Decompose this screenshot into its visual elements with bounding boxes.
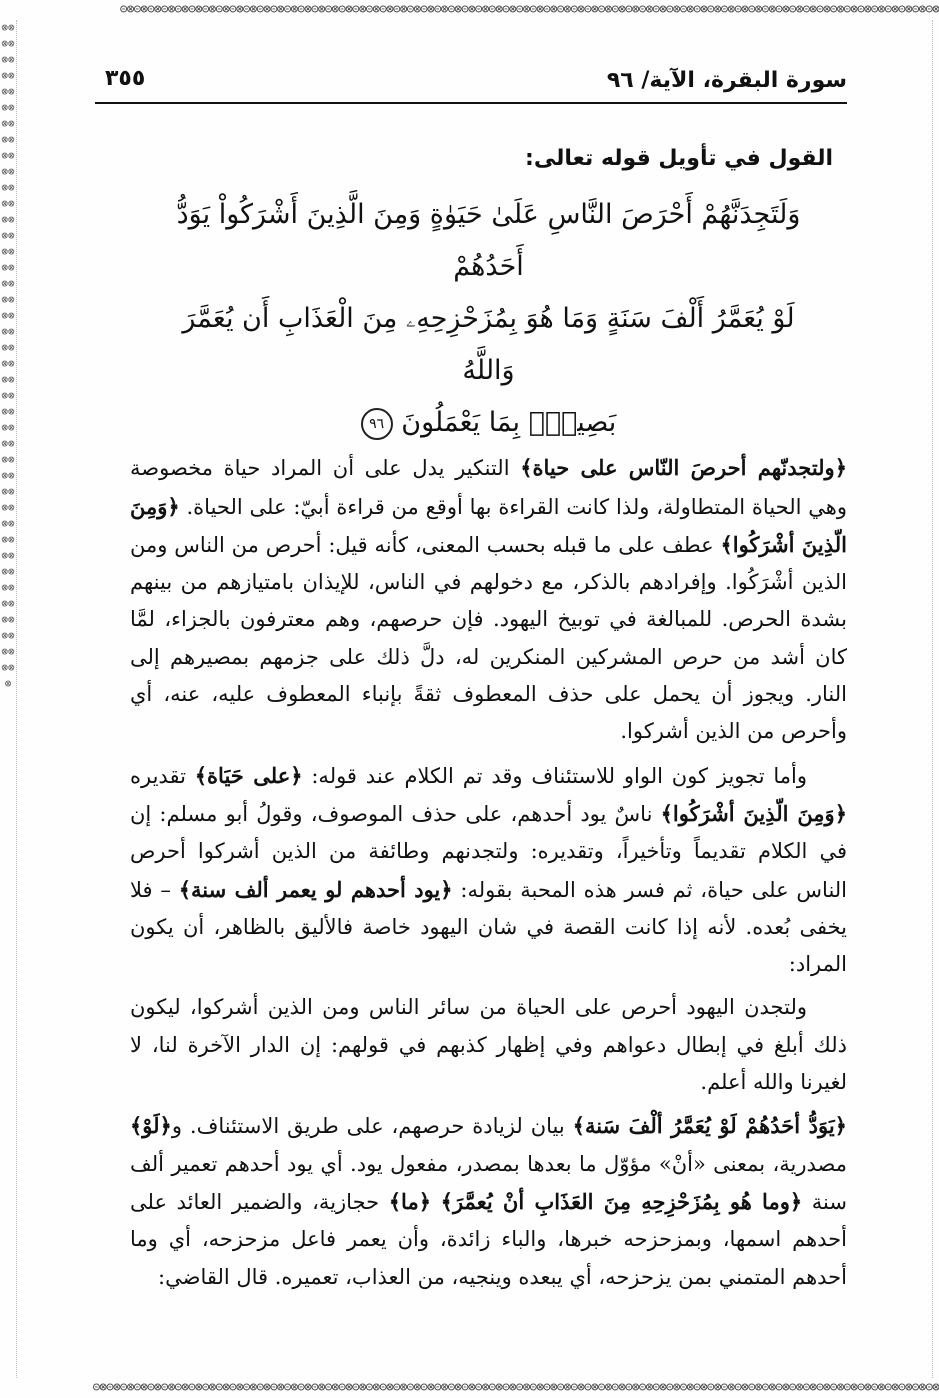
decorative-border-top: ⊗⊝⊗⊝⊗⊝⊗⊝⊗⊝⊗⊝⊗⊝⊗⊝⊗⊝⊗⊝⊗⊝⊗⊝⊗⊝⊗⊝⊗⊝⊗⊝⊗⊝⊗⊝⊗⊝⊗⊝⊗⊝⊗⊝⊗⊝⊗⊝⊗⊝⊗⊝⊗⊝⊗⊝⊗⊝⊗⊝⊗⊝⊗⊝⊗⊝⊗⊝⊗⊝⊗⊝⊗⊝⊗⊝⊗⊝⊗⊝⊗⊝⊗⊝⊗⊝⊗⊝⊗⊝⊗⊝⊗⊝⊗⊝⊗⊝⊗⊝⊗⊝⊗⊝⊗⊝⊗⊝⊗⊝⊗⊝⊗⊝⊗⊝⊗⊝⊗⊝	[119, 2, 939, 17]
verse-line-text: بَصِيرُۢ بِمَا يَعْمَلُونَ	[401, 407, 617, 439]
decorative-border-left: ⊗⊗⊗⊗⊗⊗⊗⊗⊗⊗⊗⊗⊗⊗⊗⊗⊗⊗⊗⊗⊗⊗⊗⊗⊗⊗⊗⊗⊗⊗⊗⊗⊗⊗⊗⊗⊗⊗⊗⊗⊗⊗⊗⊗⊗⊗⊗⊗⊗⊗⊗⊗⊗⊗⊗⊗⊗⊗⊗⊗⊗⊗⊗⊗⊗⊗⊗⊗⊗⊗⊗⊗⊗⊗⊗⊗⊗⊗⊗⊗⊗⊗⊗	[0, 20, 17, 1378]
page-content	[130, 140, 847, 1302]
verse-number-marker: ٩٦	[361, 408, 393, 440]
verse-line	[170, 397, 807, 449]
paragraph-text: التنكير يدل على أن المراد حياة مخصوصة وهي الحياة المتطاولة، ولذا كانت القراءة بها أوقع من قراءة أبيّ: على الحياة.	[130, 456, 847, 519]
paragraph-text	[431, 1190, 441, 1214]
paragraph-text: عطف على ما قبله بحسب المعنى، كأنه قيل: أحرص من الناس ومن الذين أشْرَكُوا. وإفرادهم بالذكر، مع دخولهم في الناس، للإيذان بامتيازهم من بينهم بشدة الحرص. للمبالغة في توبيخ اليهود. فإن حرصهم، وهم معترفون بالجزاء، لمَّا كان أشد من حرص المشركين المنكرين له، دلَّ ذلك على جزمهم بمصيرهم إلى النار. ويجوز أن يحمل على حذف المعطوف ثقةً بإنباء المعطوف عليه، عنه، أي وأحرص من الذين أشركوا.	[130, 532, 847, 744]
quoted-verse: ﴿وَمِنَ الّذِينَ أشْرَكُوا﴾	[130, 493, 847, 557]
decorative-border-right	[932, 20, 939, 1378]
verse-line: وَلَتَجِدَنَّهُمْ أَحْرَصَ النَّاسِ عَلَىٰ حَيَوٰةٍ وَمِنَ الَّذِينَ أَشْرَكُواْ يَوَدُّ أَحَدُهُمْ	[176, 199, 801, 283]
paragraph-text: ولتجدن اليهود أحرص على الحياة من سائر الناس ومن الذين أشركوا، ليكون ذلك أبلغ في إبطال دعواهم وفي إظهار كذبهم في قولهم: إن الدار الآخرة لنا، لا لغيرنا والله أعلم.	[130, 995, 847, 1095]
paragraph-text: مصدرية، بمعنى «أنْ» مؤوّل ما بعدها بمصدر، مفعول يود. أي يود أحدهم تعمير ألف سنة	[130, 1151, 847, 1214]
section-heading: القول في تأويل قوله تعالى:	[525, 146, 833, 171]
commentary-paragraph	[130, 757, 847, 984]
quoted-verse: ﴿ما﴾	[388, 1188, 432, 1214]
quoted-verse: ﴿وَمِنَ الّذِينَ أشْرَكُوا﴾	[660, 800, 847, 826]
quran-verse	[130, 189, 847, 449]
page-number: ٣٥٥	[105, 66, 146, 91]
running-title: سورة البقرة، الآية/ ٩٦	[606, 68, 847, 93]
quoted-verse: ﴿ولتجدنّهم أحرصَ النّاس على حياة﴾	[520, 455, 847, 481]
paragraph-text: ناسٌ يود أحدهم، على حذف الموصوف، وقولُ أبو مسلم: إن في الكلام تقديماً وتأخيراً، وتقديره: ولتجدنهم وطائفة من الذين أشركوا أحرص الناس على حياة، ثم فسر هذه المحبة بقوله:	[130, 801, 848, 902]
commentary-paragraph	[130, 449, 847, 750]
paragraph-text: حجازية، والضمير العائد على أحدهم اسمها، وبمزحزحه خبرها، والباء زائدة، وأن يعمر فاعل مزحزحه، أي وما أحدهم المتمني بمن يزحزحه، أي يبعده وينجيه، من العذاب، تعميره. قال القاضي:	[130, 1189, 847, 1289]
decorative-border-bottom: ⊗⊝⊗⊝⊗⊝⊗⊝⊗⊝⊗⊝⊗⊝⊗⊝⊗⊝⊗⊝⊗⊝⊗⊝⊗⊝⊗⊝⊗⊝⊗⊝⊗⊝⊗⊝⊗⊝⊗⊝⊗⊝⊗⊝⊗⊝⊗⊝⊗⊝⊗⊝⊗⊝⊗⊝⊗⊝⊗⊝⊗⊝⊗⊝⊗⊝⊗⊝⊗⊝⊗⊝⊗⊝⊗⊝⊗⊝⊗⊝⊗⊝⊗⊝⊗⊝⊗⊝⊗⊝⊗⊝⊗⊝⊗⊝⊗⊝⊗⊝⊗⊝⊗⊝⊗⊝⊗⊝⊗⊝⊗⊝⊗⊝⊗⊝⊗⊝⊗⊝⊗⊝⊗⊝	[92, 1380, 939, 1395]
commentary-paragraph	[130, 1107, 847, 1295]
quoted-verse: ﴿يَوَدُّ أحَدُهُمْ لَوْ يُعَمَّرُ ألْفَ سَنة﴾	[572, 1113, 847, 1139]
quoted-verse: ﴿لَوْ﴾	[130, 1113, 172, 1139]
verse-line: لَوْ يُعَمَّرُ أَلْفَ سَنَةٍ وَمَا هُوَ بِمُزَحْزِحِهِۦ مِنَ الْعَذَابِ أَن يُعَمَّرَ وَاللَّهُ	[182, 303, 795, 387]
quoted-verse: ﴿يود أحدهم لو يعمر ألف سنة﴾	[178, 876, 453, 902]
page-header	[95, 62, 847, 104]
paragraph-text: تقديره	[130, 763, 195, 788]
paragraph-text: وأما تجويز كون الواو للاستئناف وقد تم الكلام عند قوله:	[302, 763, 807, 788]
paragraph-text: – فلا يخفى بُعده. لأنه إذا كانت القصة في شان اليهود خاصة فالأليق بالظاهر، أن يكون المراد:	[130, 877, 847, 977]
quoted-verse: ﴿وما هُو بِمُزَحْزِحِهِ مِنَ العَذَابِ أنْ يُعمَّرَ﴾	[440, 1188, 803, 1214]
commentary-paragraph	[130, 989, 847, 1101]
paragraph-text: بيان لزيادة حرصهم، على طريق الاستئناف. و	[171, 1114, 573, 1139]
quoted-verse: ﴿على حَيَاة﴾	[194, 762, 303, 788]
